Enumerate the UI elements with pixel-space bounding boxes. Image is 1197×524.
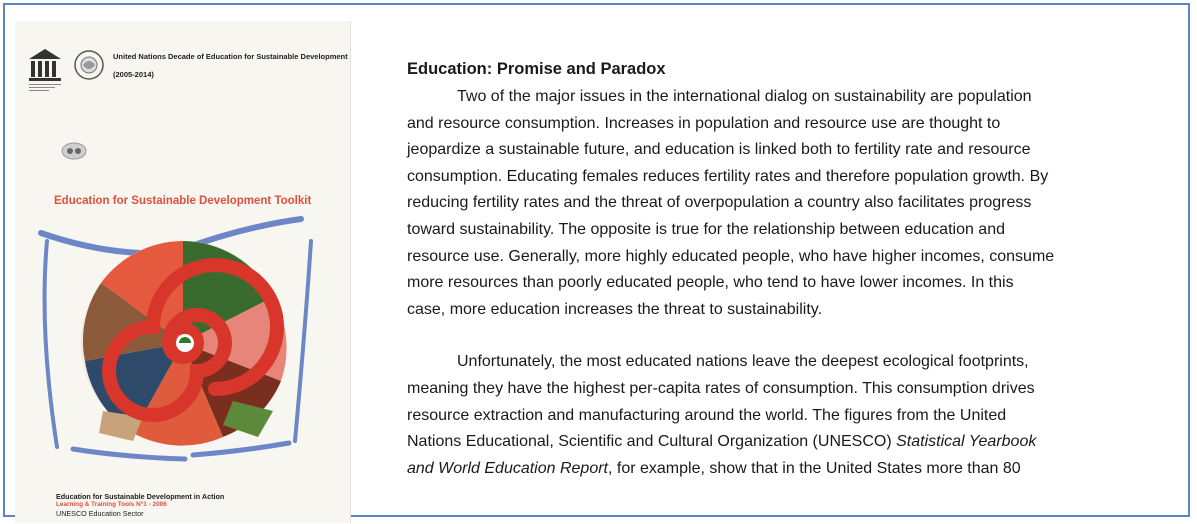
- text-line: case, more education increases the threat to sustainability.: [407, 300, 823, 318]
- text-line: meaning they have the highest per-capita rates of consumption. This consumption drives: [407, 379, 1035, 397]
- text-line: consumption. Educating females reduces fertility rates and therefore population growth. By: [407, 167, 1049, 185]
- decade-emblem-icon: [73, 49, 105, 81]
- text-line: and resource consumption. Increases in population and resource use are thought to: [407, 114, 1001, 132]
- text-line: resource use. Generally, more highly educated people, who have higher incomes, consume: [407, 247, 1055, 265]
- series-title: Education for Sustainable Development in Action: [56, 492, 225, 501]
- text-line: Unfortunately, the most educated nations leave the deepest ecological footprints,: [457, 353, 1029, 371]
- paragraph-2: [407, 349, 1167, 482]
- series-number: Learning & Training Tools N°1 - 2006: [56, 501, 167, 508]
- report-title-part-1: Statistical Yearbook: [896, 433, 1037, 451]
- eye-logo-icon: [59, 139, 89, 163]
- text-line: reducing fertility rates and the threat of overpopulation a country also facilitates progress: [407, 194, 1032, 212]
- decade-title: United Nations Decade of Education for Sustainable Development: [113, 52, 348, 61]
- book-cover: [15, 21, 351, 523]
- publisher: UNESCO Education Sector: [56, 509, 144, 518]
- text-line: toward sustainability. The opposite is true for the relationship between education and: [407, 220, 1005, 238]
- text-line-with-title: [407, 429, 1167, 456]
- toolkit-title: Education for Sustainable Development Toolkit: [54, 195, 312, 207]
- report-title-part-2: and World Education Report: [407, 459, 608, 477]
- article-text: [407, 58, 1167, 482]
- figure-frame: [3, 3, 1190, 517]
- text-line: Two of the major issues in the international dialog on sustainability are population: [457, 88, 1032, 105]
- text-segment: , for example, show that in the United States more than 80: [608, 459, 1021, 477]
- text-segment: Nations Educational, Scientific and Cultural Organization (UNESCO): [407, 433, 897, 451]
- unesco-logo-icon: [27, 47, 63, 93]
- paragraph-gap: [407, 323, 1167, 349]
- cover-footer: [56, 492, 346, 518]
- text-line: resource extraction and manufacturing around the world. The figures from the United: [407, 406, 1007, 424]
- decade-years: (2005-2014): [113, 70, 154, 79]
- cover-header: [27, 47, 347, 107]
- paragraph-1: [407, 84, 1167, 323]
- text-line-with-title: [407, 456, 1167, 483]
- text-line: more resources than poorly educated people, who tend to have lower incomes. In this: [407, 274, 1014, 292]
- cover-artwork: [33, 211, 333, 471]
- article-heading: Education: Promise and Paradox: [407, 60, 666, 78]
- text-line: jeopardize a sustainable future, and education is linked both to fertility rate and resource: [407, 141, 1031, 159]
